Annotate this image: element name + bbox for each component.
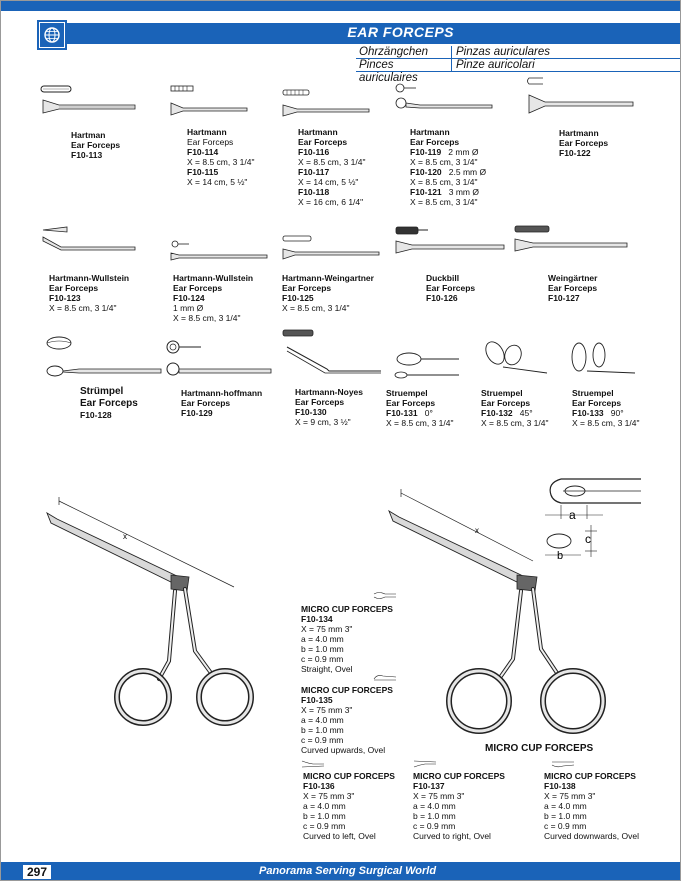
title-french: Pinces auriculaires (356, 59, 452, 71)
cup-tip-icon-f10-134 (373, 591, 397, 601)
instrument-f10-113 (39, 83, 139, 123)
title-italian: Pinze auricolari (456, 59, 535, 71)
spec-f10-136: MICRO CUP FORCEPS F10-136 X = 75 mm 3" a = 4.0 mm b = 1.0 mm c = 0.9 mm Curved to left, Ovel (303, 771, 395, 841)
item-f10-124: Hartmann-Wullstein Ear Forceps F10-124 1 mm Ø X = 8.5 cm, 3 1/4" (173, 273, 254, 323)
micro-cup-forceps-left-illustration (29, 491, 299, 741)
dimension-c-label: c (585, 532, 591, 546)
instrument-f10-123 (39, 223, 139, 259)
title-spanish: Pinzas auriculares (456, 46, 550, 58)
instrument-f10-124 (169, 239, 269, 265)
cup-tip-icon-f10-137 (413, 759, 437, 769)
instrument-f10-126 (394, 223, 506, 263)
item-f10-125: Hartmann-Weingartner Ear Forceps F10-125 X = 8.5 cm, 3 1/4" (282, 273, 374, 313)
spec-f10-134: MICRO CUP FORCEPS F10-134 X = 75 mm 3" a = 4.0 mm b = 1.0 mm c = 0.9 mm Straight, Ovel (301, 604, 393, 674)
dimension-a-label: a (569, 508, 576, 522)
dimension-b-label: b (557, 550, 564, 561)
item-f10-122: Hartmann Ear Forceps F10-122 (559, 128, 609, 158)
spec-f10-138: MICRO CUP FORCEPS F10-138 X = 75 mm 3" a = 4.0 mm b = 1.0 mm c = 0.9 mm Curved downwards, Ovel (544, 771, 639, 841)
cup-dimension-diagram (541, 475, 645, 561)
item-f10-129: Hartmann-hoffmann Ear Forceps F10-129 (181, 388, 263, 418)
item-f10-133: Struempel Ear Forceps F10-133 90° X = 8.5 cm, 3 1/4" (572, 388, 640, 428)
top-bar (1, 1, 681, 11)
instrument-f10-127 (513, 223, 629, 263)
item-f10-114: Hartmann Ear Forceps F10-114 X = 8.5 cm, 3 1/4" F10-115 X = 14 cm, 5 ½" (187, 127, 255, 187)
item-f10-123: Hartmann-Wullstein Ear Forceps F10-123 X = 8.5 cm, 3 1/4" (49, 273, 130, 313)
spec-f10-137: MICRO CUP FORCEPS F10-137 X = 75 mm 3" a = 4.0 mm b = 1.0 mm c = 0.9 mm Curved to right, Ovel (413, 771, 505, 841)
item-f10-132: Struempel Ear Forceps F10-132 45° X = 8.5 cm, 3 1/4" (481, 388, 549, 428)
brand-logo (37, 20, 67, 50)
instrument-f10-122 (525, 75, 635, 121)
micro-cup-forceps-caption: MICRO CUP FORCEPS (485, 743, 594, 754)
page-title: EAR FORCEPS (347, 24, 454, 40)
dimension-x-label: x (123, 532, 127, 541)
instrument-f10-133 (567, 339, 637, 383)
item-f10-119: Hartmann Ear Forceps F10-119 2 mm Ø X = 8.5 cm, 3 1/4" F10-120 2.5 mm Ø X = 8.5 cm, 3 1/4" F10-121 3 mm Ø X = 8.5 cm, 3 1/4" (410, 127, 487, 207)
item-f10-127: Weingärtner Ear Forceps F10-127 (548, 273, 598, 303)
item-f10-126: Duckbill Ear Forceps F10-126 (426, 273, 476, 303)
instrument-f10-132 (479, 339, 549, 383)
instrument-f10-125 (281, 233, 381, 263)
instrument-f10-114 (169, 83, 249, 123)
instrument-f10-131 (391, 347, 461, 383)
title-bar (39, 23, 681, 44)
cup-tip-icon-f10-136 (301, 759, 325, 769)
item-f10-128: Strümpel Ear Forceps F10-128 (80, 386, 138, 420)
language-titles (356, 46, 681, 84)
title-german: Ohrzängchen (356, 46, 452, 58)
instrument-f10-116 (281, 87, 371, 123)
item-f10-116: Hartmann Ear Forceps F10-116 X = 8.5 cm, 3 1/4" F10-117 X = 14 cm, 5 ½" F10-118 X = 16 cm, 6 1/4" (298, 127, 366, 207)
instrument-f10-128 (39, 333, 163, 383)
footer-slogan: Panorama Serving Surgical World (259, 865, 437, 877)
page-number: 297 (23, 865, 51, 879)
instrument-f10-130 (281, 327, 381, 379)
cup-tip-icon-f10-138 (551, 759, 575, 769)
dimension-x-label-right: x (475, 526, 479, 535)
instrument-f10-119 (394, 81, 494, 123)
spec-f10-135: MICRO CUP FORCEPS F10-135 X = 75 mm 3" a = 4.0 mm b = 1.0 mm c = 0.9 mm Curved upwards, Ovel (301, 685, 393, 755)
item-f10-131: Struempel Ear Forceps F10-131 0° X = 8.5 cm, 3 1/4" (386, 388, 454, 428)
item-f10-113: Hartman Ear Forceps F10-113 (71, 130, 121, 160)
item-f10-130: Hartmann-Noyes Ear Forceps F10-130 X = 9 cm, 3 ½" (295, 387, 364, 427)
instrument-f10-129 (161, 339, 273, 385)
globe-icon (42, 25, 62, 45)
